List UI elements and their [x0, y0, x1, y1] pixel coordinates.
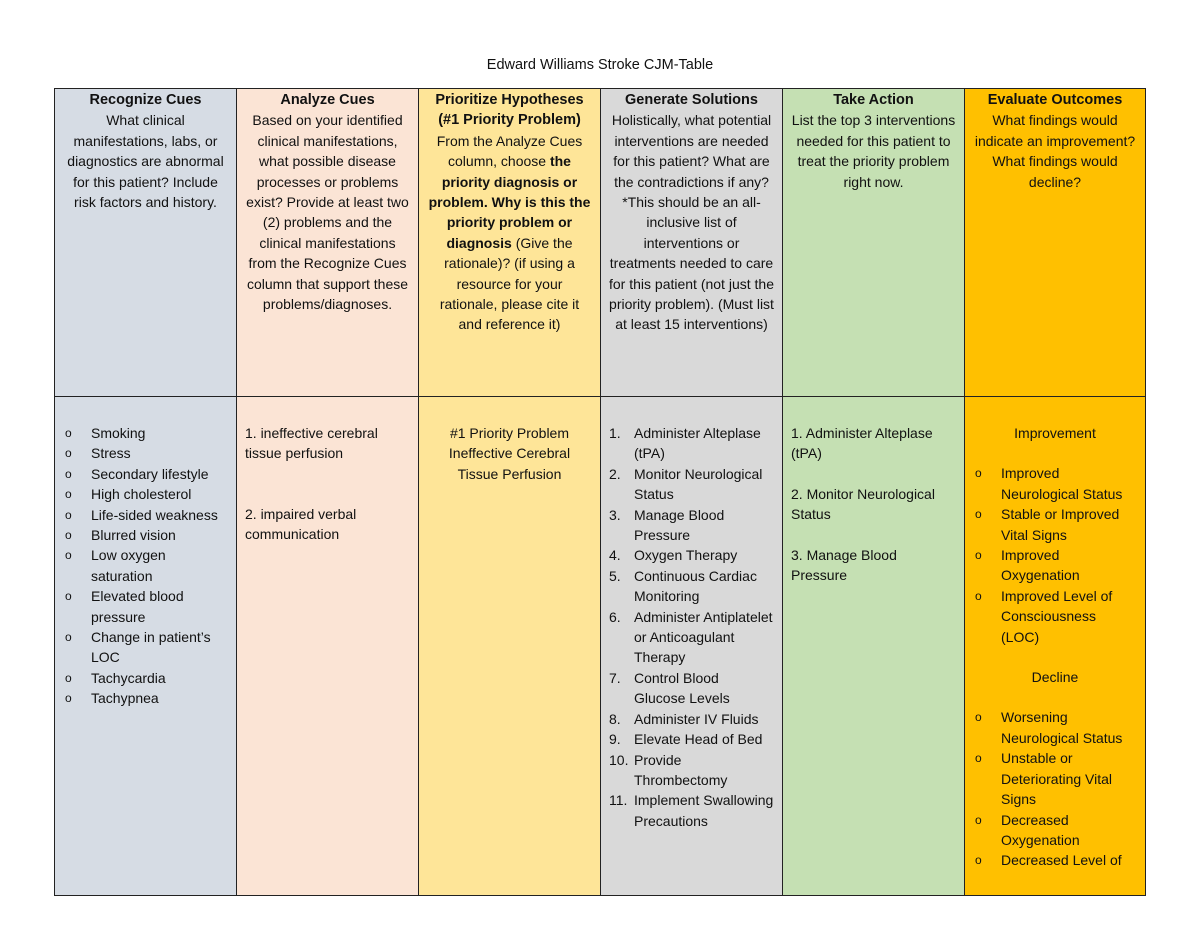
bullet-marker: o: [975, 751, 982, 766]
intervention-item: [609, 545, 774, 565]
intervention-text: Monitor Neurological Status: [634, 465, 763, 503]
evaluate-outcomes-cell: [965, 397, 1146, 896]
list-item: [65, 464, 228, 484]
improvement-heading: Improvement: [1014, 425, 1096, 441]
prioritize-cell: [419, 397, 601, 896]
bullet-marker: o: [975, 710, 982, 725]
bullet-marker: o: [975, 812, 982, 827]
intervention-item: [609, 607, 774, 668]
intervention-number: 4.: [609, 547, 621, 564]
header-text-a: From the Analyze Cues column, choose: [436, 132, 583, 170]
header-title: Take Action: [833, 92, 914, 108]
bullet-marker: o: [65, 691, 72, 706]
header-evaluate-outcomes: [965, 89, 1146, 397]
list-item: [65, 688, 228, 708]
bullet-marker: o: [65, 426, 72, 440]
list-item-text: Smoking: [91, 425, 146, 441]
improvement-list: [973, 463, 1137, 647]
intervention-text: Continuous Cardiac Monitoring: [634, 567, 757, 605]
bullet-marker: o: [65, 589, 72, 604]
header-text-bold: the priority diagnosis or problem. Why is this the priority problem or diagnosis: [428, 153, 591, 251]
list-item: [975, 463, 1137, 504]
header-row: [55, 89, 1146, 397]
list-item-text: High cholesterol: [91, 486, 192, 503]
list-item-text: Stable or Improved Vital Signs: [1001, 506, 1120, 543]
intervention-number: 7.: [609, 669, 621, 686]
intervention-number: 3.: [609, 506, 621, 523]
bullet-marker: o: [975, 588, 982, 603]
header-text-b: (Give the rationale)? (if using a resource for your rationale, please cite it and reference it): [439, 234, 580, 333]
header-title: Evaluate Outcomes: [987, 92, 1123, 108]
bullet-marker: o: [65, 670, 72, 685]
header-description: What findings would indicate an improvement? What findings would decline?: [974, 112, 1136, 190]
header-title: Prioritize Hypotheses: [435, 92, 584, 108]
header-title: Analyze Cues: [280, 92, 375, 108]
list-item-text: Improved Oxygenation: [1001, 547, 1080, 584]
recognize-cues-cell: [55, 397, 237, 896]
bullet-marker: o: [65, 507, 72, 522]
list-item-text: Tachycardia: [91, 669, 166, 686]
intervention-item: [609, 709, 774, 729]
recognize-cues-list: [63, 423, 228, 709]
header-title: Recognize Cues: [89, 92, 202, 108]
cjm-table: [54, 88, 1146, 896]
list-item: [975, 810, 1137, 851]
header-description: Holistically, what potential interventions are needed for this patient? What are the contradictions if any? *This should be an all-inclusive list of interventions or treatments needed to care for this patient (not just the priority problem). (Must list at least 15 interventions): [609, 112, 774, 333]
list-item: [65, 423, 228, 443]
document-title: Edward Williams Stroke CJM-Table: [486, 57, 714, 73]
generate-solutions-cell: [601, 397, 783, 896]
intervention-item: [609, 464, 774, 505]
bullet-marker: o: [65, 630, 72, 645]
list-item-text: Improved Neurological Status: [1001, 465, 1123, 502]
content-row: [55, 397, 1146, 896]
header-description: [427, 131, 592, 335]
list-item-text: Decreased Level of: [1001, 852, 1122, 869]
list-item: [65, 668, 228, 688]
header-subtitle: (#1 Priority Problem): [438, 112, 581, 129]
intervention-number: 11.: [609, 792, 628, 809]
intervention-number: 5.: [609, 567, 621, 584]
action-item: 3. Manage Blood Pressure: [791, 546, 897, 584]
priority-label: #1 Priority Problem: [449, 425, 570, 441]
intervention-item: [609, 750, 774, 791]
list-item: [975, 504, 1137, 545]
problem-item: 1. ineffective cerebral tissue perfusion: [245, 425, 378, 462]
intervention-text: Administer Antiplatelet or Anticoagulant Therapy: [634, 608, 773, 666]
intervention-text: Control Blood Glucose Levels: [634, 669, 730, 707]
intervention-number: 1.: [609, 425, 621, 441]
list-item-text: Change in patient’s LOC: [91, 629, 211, 666]
bullet-marker: o: [975, 507, 982, 522]
list-item-text: Worsening Neurological Status: [1001, 709, 1123, 746]
intervention-item: [609, 505, 774, 546]
list-item: [975, 850, 1137, 870]
header-prioritize-hypotheses: [419, 89, 601, 397]
intervention-text: Oxygen Therapy: [634, 547, 738, 564]
intervention-number: 9.: [609, 731, 621, 748]
header-recognize-cues: [55, 89, 237, 397]
intervention-text: Elevate Head of Bed: [634, 731, 763, 748]
list-item: [65, 525, 228, 545]
header-description: What clinical manifestations, labs, or diagnostics are abnormal for this patient? Include risk factors and history.: [67, 112, 224, 211]
list-item: [65, 443, 228, 463]
take-action-cell: [783, 397, 965, 896]
bullet-marker: o: [975, 548, 982, 563]
intervention-number: 6.: [609, 608, 621, 625]
header-analyze-cues: [237, 89, 419, 397]
header-description: List the top 3 interventions needed for this patient to treat the priority problem right now.: [791, 112, 956, 190]
list-item-text: Elevated blood pressure: [91, 588, 184, 625]
list-item: [65, 505, 228, 525]
bullet-marker: o: [975, 466, 982, 481]
list-item-text: Improved Level of Consciousness (LOC): [1001, 587, 1113, 645]
intervention-item: [609, 790, 774, 831]
intervention-number: 2.: [609, 465, 621, 482]
list-item-text: Unstable or Deteriorating Vital Signs: [1001, 750, 1113, 808]
intervention-number: 8.: [609, 710, 621, 727]
list-item-text: Decreased Oxygenation: [1001, 811, 1080, 848]
list-item-text: Blurred vision: [91, 527, 176, 544]
intervention-text: Manage Blood Pressure: [634, 506, 725, 544]
bullet-marker: o: [65, 487, 72, 502]
intervention-text: Provide Thrombectomy: [634, 751, 728, 788]
action-item: 1. Administer Alteplase (tPA): [791, 425, 933, 462]
list-item: [975, 586, 1137, 647]
list-item-text: Life-sided weakness: [91, 506, 218, 523]
list-item: [65, 545, 228, 586]
list-item: [975, 748, 1137, 809]
intervention-number: 10.: [609, 751, 629, 768]
list-item: [65, 586, 228, 627]
header-generate-solutions: [601, 89, 783, 397]
list-item-text: Tachypnea: [91, 690, 159, 707]
list-item-text: Low oxygen saturation: [91, 547, 166, 584]
list-item-text: Stress: [91, 445, 131, 462]
intervention-item: [609, 423, 774, 464]
decline-list: [973, 707, 1137, 870]
list-item: [65, 627, 228, 668]
analyze-cues-cell: [237, 397, 419, 896]
interventions-list: [609, 423, 774, 831]
intervention-text: Administer IV Fluids: [634, 710, 759, 727]
list-item-text: Secondary lifestyle: [91, 465, 209, 482]
intervention-text: Administer Alteplase (tPA): [634, 425, 761, 462]
action-item: 2. Monitor Neurological Status: [791, 485, 935, 523]
list-item: [65, 484, 228, 504]
bullet-marker: o: [975, 853, 982, 868]
intervention-text: Implement Swallowing Precautions: [634, 792, 774, 829]
header-description: Based on your identified clinical manifestations, what possible disease processes or problems exist? Provide at least two (2) problems and the clinical manifestations from the Recognize Cues column that support these problems/diagnoses.: [246, 112, 409, 313]
header-title: Generate Solutions: [625, 92, 758, 108]
decline-heading: Decline: [1031, 669, 1079, 686]
bullet-marker: o: [65, 548, 72, 563]
bullet-marker: o: [65, 528, 72, 543]
header-take-action: [783, 89, 965, 397]
intervention-item: [609, 566, 774, 607]
intervention-item: [609, 668, 774, 709]
list-item: [975, 707, 1137, 748]
problem-item: 2. impaired verbal communication: [245, 505, 357, 543]
bullet-marker: o: [65, 446, 72, 461]
intervention-item: [609, 729, 774, 749]
priority-problem: Ineffective Cerebral Tissue Perfusion: [448, 445, 571, 482]
bullet-marker: o: [65, 466, 72, 481]
list-item: [975, 545, 1137, 586]
